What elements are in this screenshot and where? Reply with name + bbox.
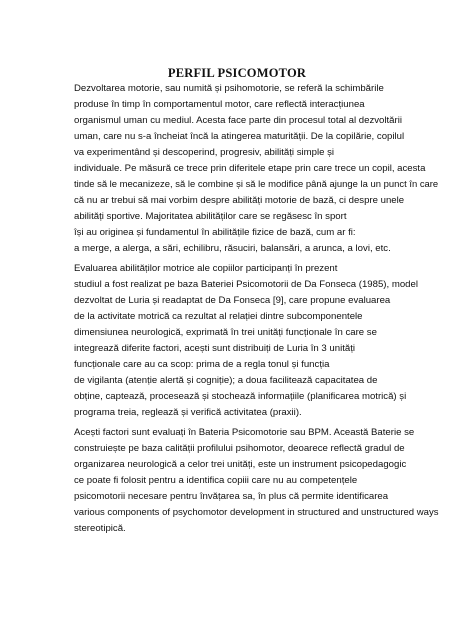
text-line: tinde să le mecanizeze, să le combine și să le modifice până ajunge la un punct în care bbox=[74, 179, 439, 190]
text-line: integrează diferite factori, acești sunt distribuiți de Luria în 3 unități bbox=[74, 343, 356, 354]
text-line: dezvoltat de Luria și readaptat de Da Fonseca [9], care propune evaluarea bbox=[74, 295, 391, 306]
text-line: Acești factori sunt evaluați în Bateria Psicomotorie sau BPM. Această Baterie se bbox=[74, 427, 415, 438]
text-line: construiește pe baza calității profilului psihomotor, deoarece reflectă gradul de bbox=[74, 443, 405, 454]
text-line: Dezvoltarea motorie, sau numită și psihomotorie, se referă la schimbările bbox=[74, 83, 384, 94]
text-line: stereotipică. bbox=[74, 523, 126, 534]
text-line: a merge, a alerga, a sări, echilibru, răsuciri, balansări, a arunca, a lovi, etc. bbox=[74, 243, 391, 254]
text-line: va experimentând și descoperind, progresiv, abilități simple și bbox=[74, 147, 335, 158]
text-line: funcționale care au ca scop: prima de a regla tonul și funcția bbox=[74, 359, 330, 370]
text-line: programa treia, reglează și verifică activitatea (praxii). bbox=[74, 407, 302, 418]
text-line: obține, captează, procesează și stochează informațiile (planificarea motrică) și bbox=[74, 391, 407, 402]
text-line: organismul uman cu mediul. Acesta face parte din procesul total al dezvoltării bbox=[74, 115, 402, 126]
text-line: psicomotorii necesare pentru învățarea sa, în plus că permite identificarea bbox=[74, 491, 389, 502]
text-line: various components of psychomotor development in structured and unstructured ways bbox=[74, 507, 439, 518]
text-line: individuale. Pe măsură ce trece prin diferitele etape prin care trece un copil, acesta bbox=[74, 163, 426, 174]
text-line: că nu ar trebui să mai vorbim despre abilități motorie de bază, ci despre unele bbox=[74, 195, 405, 206]
text-line: organizarea neurologică a celor trei unități, este un instrument psicopedagogic bbox=[74, 459, 407, 470]
text-line: studiul a fost realizat pe baza Bateriei Psicomotorii de Da Fonseca (1985), model bbox=[74, 279, 418, 290]
text-line: de la activitate motrică ca rezultat al relației dintre subcomponentele bbox=[74, 311, 363, 322]
text-line: abilități sportive. Majoritatea abilităților care se regăsesc în sport bbox=[74, 211, 347, 222]
text-line: dimensiunea neurologică, exprimată în trei unități funcționale în care se bbox=[74, 327, 377, 338]
text-line: își au originea și fundamentul în abilitățile fizice de bază, cum ar fi: bbox=[74, 227, 356, 238]
text-line: produse în timp în comportamentul motor, care reflectă interacțiunea bbox=[74, 99, 365, 110]
document-title: PERFIL PSICOMOTOR bbox=[167, 66, 307, 80]
text-line: Evaluarea abilităților motrice ale copiilor participanți în prezent bbox=[74, 263, 338, 274]
text-line: de vigilanta (atenție alertă și cogniție); a doua facilitează capacitatea de bbox=[74, 375, 378, 386]
text-line: uman, care nu s-a încheiat încă la atingerea maturității. De la copilărie, copilul bbox=[74, 131, 405, 142]
text-line: ce poate fi folosit pentru a identifica copiii care nu au competențele bbox=[74, 475, 358, 486]
